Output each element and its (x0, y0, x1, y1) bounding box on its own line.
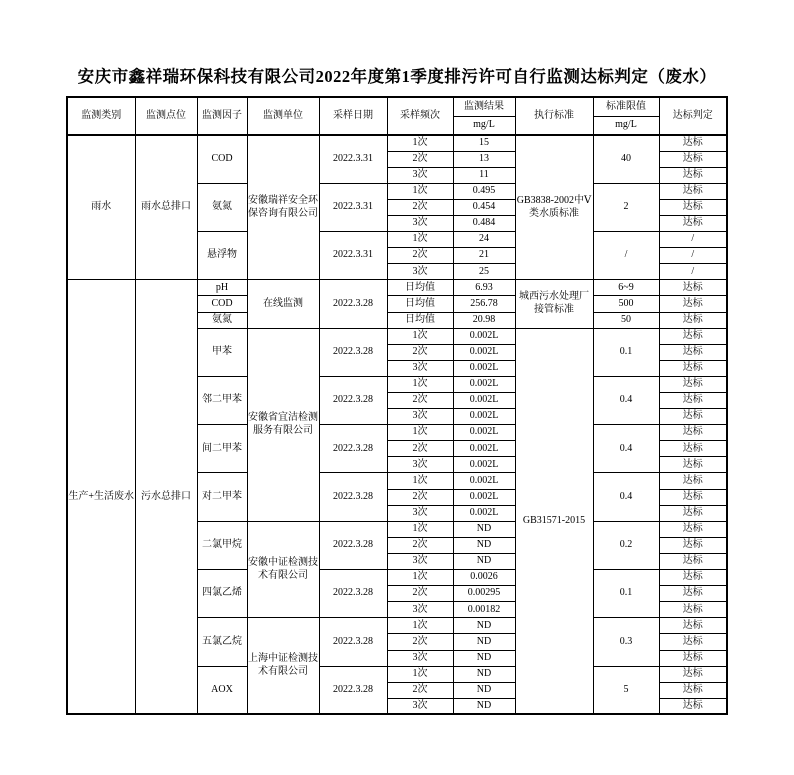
cell-date: 2022.3.28 (319, 328, 387, 376)
cell-frequency: 3次 (387, 264, 453, 280)
cell-frequency: 3次 (387, 553, 453, 569)
cell-standard: 城西污水处理厂接管标准 (515, 280, 593, 328)
cell-factor: AOX (197, 666, 247, 714)
cell-judgment: 达标 (659, 409, 727, 425)
cell-frequency: 1次 (387, 232, 453, 248)
cell-result: 24 (453, 232, 515, 248)
cell-factor: 间二甲苯 (197, 425, 247, 473)
cell-limit: 0.2 (593, 521, 659, 569)
cell-frequency: 1次 (387, 666, 453, 682)
cell-result: ND (453, 634, 515, 650)
cell-frequency: 日均值 (387, 296, 453, 312)
cell-limit: 500 (593, 296, 659, 312)
col-header-category: 监测类别 (67, 97, 135, 135)
table-row (67, 280, 727, 296)
cell-result: 0.484 (453, 215, 515, 231)
cell-judgment: 达标 (659, 393, 727, 409)
cell-frequency: 1次 (387, 328, 453, 344)
col-header-unit: 监测单位 (247, 97, 319, 135)
cell-unit: 安徽瑞祥安全环保咨询有限公司 (247, 135, 319, 280)
cell-frequency: 2次 (387, 682, 453, 698)
cell-judgment: 达标 (659, 215, 727, 231)
col-header-factor: 监测因子 (197, 97, 247, 135)
col-header-point: 监测点位 (135, 97, 197, 135)
cell-result: 0.002L (453, 457, 515, 473)
cell-limit: / (593, 232, 659, 280)
cell-date: 2022.3.28 (319, 521, 387, 569)
cell-frequency: 1次 (387, 570, 453, 586)
cell-factor: COD (197, 135, 247, 183)
cell-judgment: 达标 (659, 537, 727, 553)
cell-frequency: 3次 (387, 602, 453, 618)
table-row (67, 135, 727, 151)
cell-limit: 5 (593, 666, 659, 714)
cell-factor: 邻二甲苯 (197, 376, 247, 424)
cell-judgment: 达标 (659, 586, 727, 602)
cell-limit: 0.4 (593, 425, 659, 473)
result-unit-header: mg/L (453, 116, 515, 135)
cell-result: 0.002L (453, 376, 515, 392)
cell-judgment: 达标 (659, 553, 727, 569)
cell-frequency: 1次 (387, 521, 453, 537)
cell-judgment: 达标 (659, 280, 727, 296)
cell-frequency: 2次 (387, 199, 453, 215)
cell-judgment: 达标 (659, 441, 727, 457)
cell-judgment: 达标 (659, 199, 727, 215)
cell-date: 2022.3.31 (319, 232, 387, 280)
cell-judgment: 达标 (659, 473, 727, 489)
monitoring-report-table (66, 96, 728, 715)
cell-result: 0.00182 (453, 602, 515, 618)
cell-judgment: 达标 (659, 457, 727, 473)
cell-limit: 0.4 (593, 473, 659, 521)
cell-unit: 在线监测 (247, 280, 319, 328)
cell-standard: GB31571-2015 (515, 328, 593, 714)
cell-result: 0.002L (453, 393, 515, 409)
cell-frequency: 3次 (387, 457, 453, 473)
cell-result: 0.002L (453, 328, 515, 344)
cell-frequency: 1次 (387, 376, 453, 392)
cell-frequency: 1次 (387, 183, 453, 199)
cell-limit: 6~9 (593, 280, 659, 296)
cell-limit: 40 (593, 135, 659, 183)
cell-result: 0.002L (453, 344, 515, 360)
cell-result: 0.002L (453, 489, 515, 505)
cell-date: 2022.3.31 (319, 183, 387, 231)
cell-result: 0.002L (453, 409, 515, 425)
cell-category: 生产+生活废水 (67, 280, 135, 715)
cell-result: 11 (453, 167, 515, 183)
cell-frequency: 1次 (387, 425, 453, 441)
cell-date: 2022.3.28 (319, 280, 387, 328)
cell-factor: 悬浮物 (197, 232, 247, 280)
cell-frequency: 2次 (387, 393, 453, 409)
cell-frequency: 3次 (387, 505, 453, 521)
cell-category: 雨水 (67, 135, 135, 280)
limit-unit-header: mg/L (593, 116, 659, 135)
cell-judgment: 达标 (659, 666, 727, 682)
cell-factor: 四氯乙烯 (197, 570, 247, 618)
cell-judgment: 达标 (659, 296, 727, 312)
cell-limit: 2 (593, 183, 659, 231)
cell-judgment: 达标 (659, 570, 727, 586)
cell-factor: 二氯甲烷 (197, 521, 247, 569)
cell-result: 25 (453, 264, 515, 280)
col-header-judgment: 达标判定 (659, 97, 727, 135)
cell-judgment: 达标 (659, 151, 727, 167)
cell-frequency: 3次 (387, 650, 453, 666)
cell-unit: 安徽中证检测技术有限公司 (247, 521, 319, 618)
cell-result: ND (453, 537, 515, 553)
cell-point: 污水总排口 (135, 280, 197, 715)
cell-factor: 五氯乙烷 (197, 618, 247, 666)
cell-result: ND (453, 618, 515, 634)
cell-result: ND (453, 682, 515, 698)
cell-judgment: 达标 (659, 698, 727, 714)
cell-result: 0.002L (453, 441, 515, 457)
cell-judgment: 达标 (659, 618, 727, 634)
cell-factor: pH (197, 280, 247, 296)
col-header-frequency: 采样频次 (387, 97, 453, 135)
cell-result: 0.002L (453, 473, 515, 489)
cell-frequency: 2次 (387, 586, 453, 602)
cell-result: 0.495 (453, 183, 515, 199)
cell-judgment: 达标 (659, 425, 727, 441)
cell-judgment: 达标 (659, 328, 727, 344)
cell-result: 0.002L (453, 360, 515, 376)
cell-judgment: 达标 (659, 634, 727, 650)
cell-frequency: 日均值 (387, 280, 453, 296)
cell-result: 13 (453, 151, 515, 167)
cell-factor: 氨氮 (197, 312, 247, 328)
cell-factor: 对二甲苯 (197, 473, 247, 521)
cell-result: 0.00295 (453, 586, 515, 602)
cell-judgment: 达标 (659, 344, 727, 360)
cell-date: 2022.3.28 (319, 570, 387, 618)
cell-standard: GB3838-2002中Ⅴ类水质标准 (515, 135, 593, 280)
cell-judgment: 达标 (659, 602, 727, 618)
cell-judgment: / (659, 264, 727, 280)
cell-date: 2022.3.28 (319, 618, 387, 666)
cell-limit: 0.3 (593, 618, 659, 666)
cell-judgment: 达标 (659, 360, 727, 376)
cell-frequency: 3次 (387, 409, 453, 425)
cell-frequency: 3次 (387, 698, 453, 714)
cell-factor: COD (197, 296, 247, 312)
cell-factor: 甲苯 (197, 328, 247, 376)
cell-result: ND (453, 698, 515, 714)
col-header-result: 监测结果 (453, 97, 515, 116)
cell-frequency: 2次 (387, 344, 453, 360)
cell-frequency: 3次 (387, 167, 453, 183)
cell-date: 2022.3.28 (319, 473, 387, 521)
cell-date: 2022.3.28 (319, 666, 387, 714)
cell-date: 2022.3.31 (319, 135, 387, 183)
cell-frequency: 3次 (387, 360, 453, 376)
cell-unit: 安徽省宜洁检测服务有限公司 (247, 328, 319, 521)
cell-result: 0.002L (453, 505, 515, 521)
cell-judgment: 达标 (659, 682, 727, 698)
cell-frequency: 2次 (387, 537, 453, 553)
cell-judgment: 达标 (659, 650, 727, 666)
page-title: 安庆市鑫祥瑞环保科技有限公司2022年度第1季度排污许可自行监测达标判定（废水） (77, 67, 717, 86)
cell-judgment: 达标 (659, 521, 727, 537)
col-header-standard: 执行标准 (515, 97, 593, 135)
cell-judgment: / (659, 232, 727, 248)
cell-judgment: 达标 (659, 312, 727, 328)
cell-frequency: 2次 (387, 489, 453, 505)
cell-date: 2022.3.28 (319, 376, 387, 424)
cell-frequency: 2次 (387, 634, 453, 650)
cell-result: ND (453, 666, 515, 682)
cell-limit: 0.1 (593, 328, 659, 376)
cell-judgment: / (659, 248, 727, 264)
cell-result: 0.0026 (453, 570, 515, 586)
cell-judgment: 达标 (659, 135, 727, 151)
cell-result: ND (453, 553, 515, 569)
cell-result: 20.98 (453, 312, 515, 328)
cell-frequency: 1次 (387, 473, 453, 489)
cell-point: 雨水总排口 (135, 135, 197, 280)
cell-frequency: 3次 (387, 215, 453, 231)
cell-judgment: 达标 (659, 505, 727, 521)
cell-judgment: 达标 (659, 183, 727, 199)
col-header-date: 采样日期 (319, 97, 387, 135)
cell-frequency: 2次 (387, 441, 453, 457)
cell-frequency: 日均值 (387, 312, 453, 328)
cell-unit: 上海中证检测技术有限公司 (247, 618, 319, 715)
cell-result: ND (453, 521, 515, 537)
cell-frequency: 1次 (387, 618, 453, 634)
col-header-limit: 标准限值 (593, 97, 659, 116)
cell-frequency: 2次 (387, 248, 453, 264)
cell-limit: 0.4 (593, 376, 659, 424)
cell-result: 256.78 (453, 296, 515, 312)
cell-date: 2022.3.28 (319, 425, 387, 473)
cell-judgment: 达标 (659, 167, 727, 183)
cell-result: 0.454 (453, 199, 515, 215)
cell-result: 0.002L (453, 425, 515, 441)
cell-limit: 50 (593, 312, 659, 328)
cell-frequency: 1次 (387, 135, 453, 151)
cell-limit: 0.1 (593, 570, 659, 618)
cell-result: ND (453, 650, 515, 666)
cell-factor: 氨氮 (197, 183, 247, 231)
cell-result: 6.93 (453, 280, 515, 296)
cell-judgment: 达标 (659, 489, 727, 505)
cell-judgment: 达标 (659, 376, 727, 392)
cell-result: 21 (453, 248, 515, 264)
cell-result: 15 (453, 135, 515, 151)
cell-frequency: 2次 (387, 151, 453, 167)
